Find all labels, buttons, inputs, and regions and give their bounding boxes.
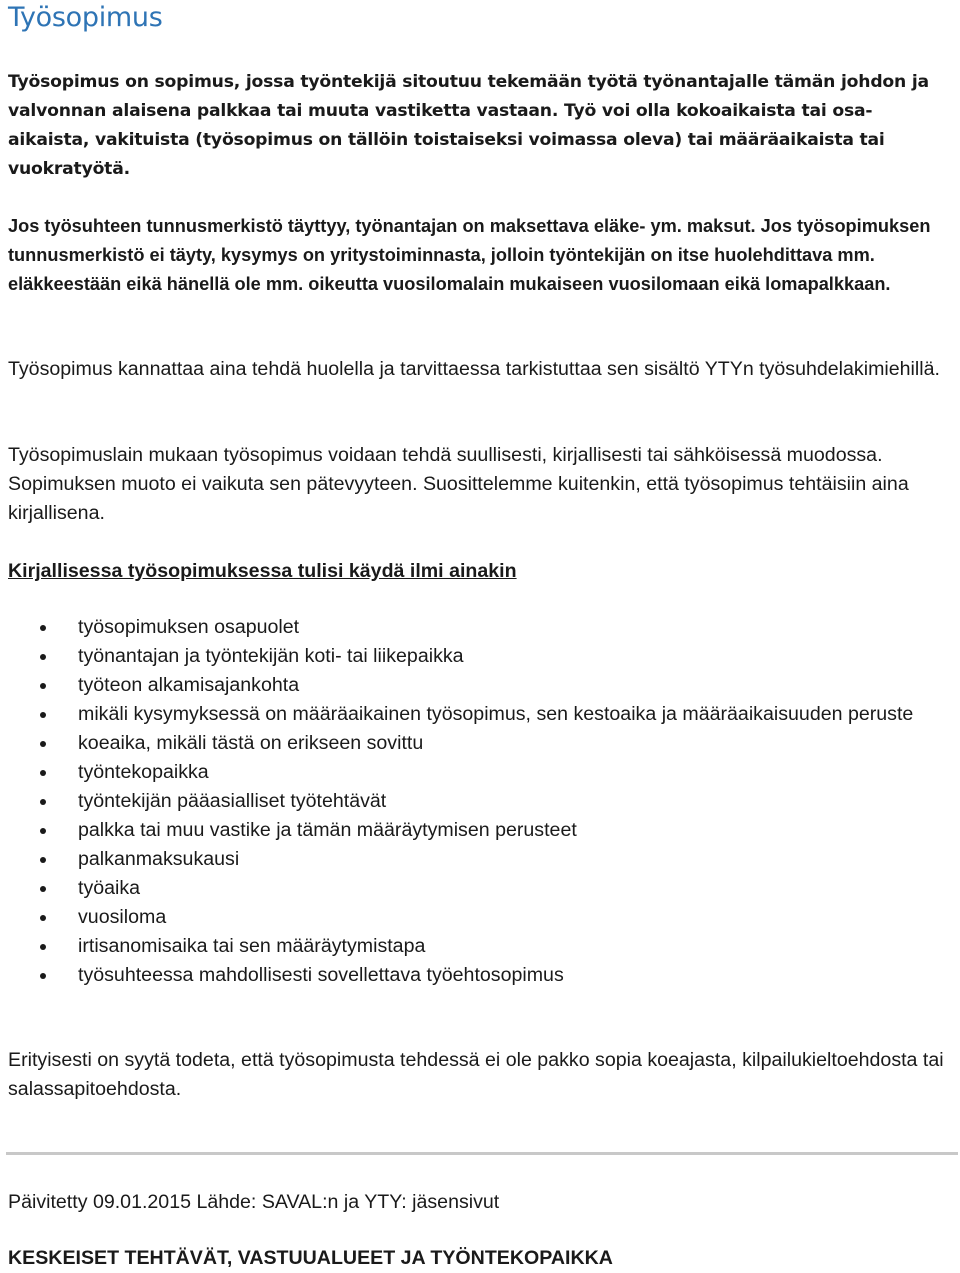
bullet-icon	[40, 857, 46, 863]
updated-source-line: Päivitetty 09.01.2015 Lähde: SAVAL:n ja YTY: jäsensivut	[8, 1191, 500, 1213]
list-item: irtisanomisaika tai sen määräytymistapa	[0, 932, 938, 961]
list-item: palkka tai muu vastike ja tämän määräytymisen perusteet	[0, 816, 938, 845]
list-item: työntekijän pääasialliset työtehtävät	[0, 787, 938, 816]
list-item: työteon alkamisajankohta	[0, 671, 938, 700]
advice-paragraph: Työsopimus kannattaa aina tehdä huolella ja tarvittaessa tarkistuttaa sen sisältö YTYn työsuhdelakimiehillä.	[8, 358, 940, 380]
bullet-icon	[40, 741, 46, 747]
list-item: työnantajan ja työntekijän koti- tai liikepaikka	[0, 642, 938, 671]
bullet-icon	[40, 654, 46, 660]
pension-note-paragraph: Jos työsuhteen tunnusmerkistö täyttyy, työnantajan on maksettava eläke- ym. maksut. Jos työsopimuksen tunnusmerkistö ei täyty, kysymys on yritystoiminnasta, jolloin työntekijän on itse huolehdittava mm. eläkkeestään eikä hänellä ole mm. oikeutta vuosilomalain mukaiseen vuosilomaan eikä lomapalkkaan.	[8, 216, 931, 294]
bullet-icon	[40, 770, 46, 776]
list-item: työaika	[0, 874, 938, 903]
list-item: koeaika, mikäli tästä on erikseen sovittu	[0, 729, 938, 758]
list-item: työntekopaikka	[0, 758, 938, 787]
list-heading: Kirjallisessa työsopimuksessa tulisi käydä ilmi ainakin	[8, 560, 517, 582]
bullet-icon	[40, 712, 46, 718]
bullet-icon	[40, 828, 46, 834]
intro-paragraph: Työsopimus on sopimus, jossa työntekijä sitoutuu tekemään työtä työnantajalle tämän johdon ja valvonnan alaisena palkkaa tai muuta vastiketta vastaan. Työ voi olla kokoaikaista tai osa-aikaista, vakituista (työsopimus on tällöin toistaiseksi voimassa oleva) tai määräaikaista tai vuokratyötä.	[8, 72, 929, 179]
bullet-icon	[40, 973, 46, 979]
list-item: mikäli kysymyksessä on määräaikainen työsopimus, sen kestoaika ja määräaikaisuuden peruste	[0, 700, 938, 729]
list-item: palkanmaksukausi	[0, 845, 938, 874]
required-contents-list	[0, 613, 960, 990]
next-section-heading: KESKEISET TEHTÄVÄT, VASTUUALUEET JA TYÖNTEKOPAIKKA	[8, 1247, 613, 1269]
contract-form-paragraph: Työsopimuslain mukaan työsopimus voidaan tehdä suullisesti, kirjallisesti tai sähköisessä muodossa. Sopimuksen muoto ei vaikuta sen pätevyyteen. Suosittelemme kuitenkin, että työsopimus tehtäisiin aina kirjallisena.	[8, 444, 909, 524]
list-item: työsuhteessa mahdollisesti sovellettava työehtosopimus	[0, 961, 938, 990]
bullet-icon	[40, 799, 46, 805]
bullet-icon	[40, 683, 46, 689]
bullet-icon	[40, 944, 46, 950]
closing-paragraph: Erityisesti on syytä todeta, että työsopimusta tehdessä ei ole pakko sopia koeajasta, kilpailukieltoehdosta tai salassapitoehdosta.	[8, 1049, 944, 1100]
page-title: Työsopimus	[8, 2, 163, 33]
list-item: vuosiloma	[0, 903, 938, 932]
bullet-icon	[40, 915, 46, 921]
list-item: työsopimuksen osapuolet	[0, 613, 938, 642]
section-divider	[6, 1152, 958, 1155]
bullet-icon	[40, 625, 46, 631]
bullet-icon	[40, 886, 46, 892]
